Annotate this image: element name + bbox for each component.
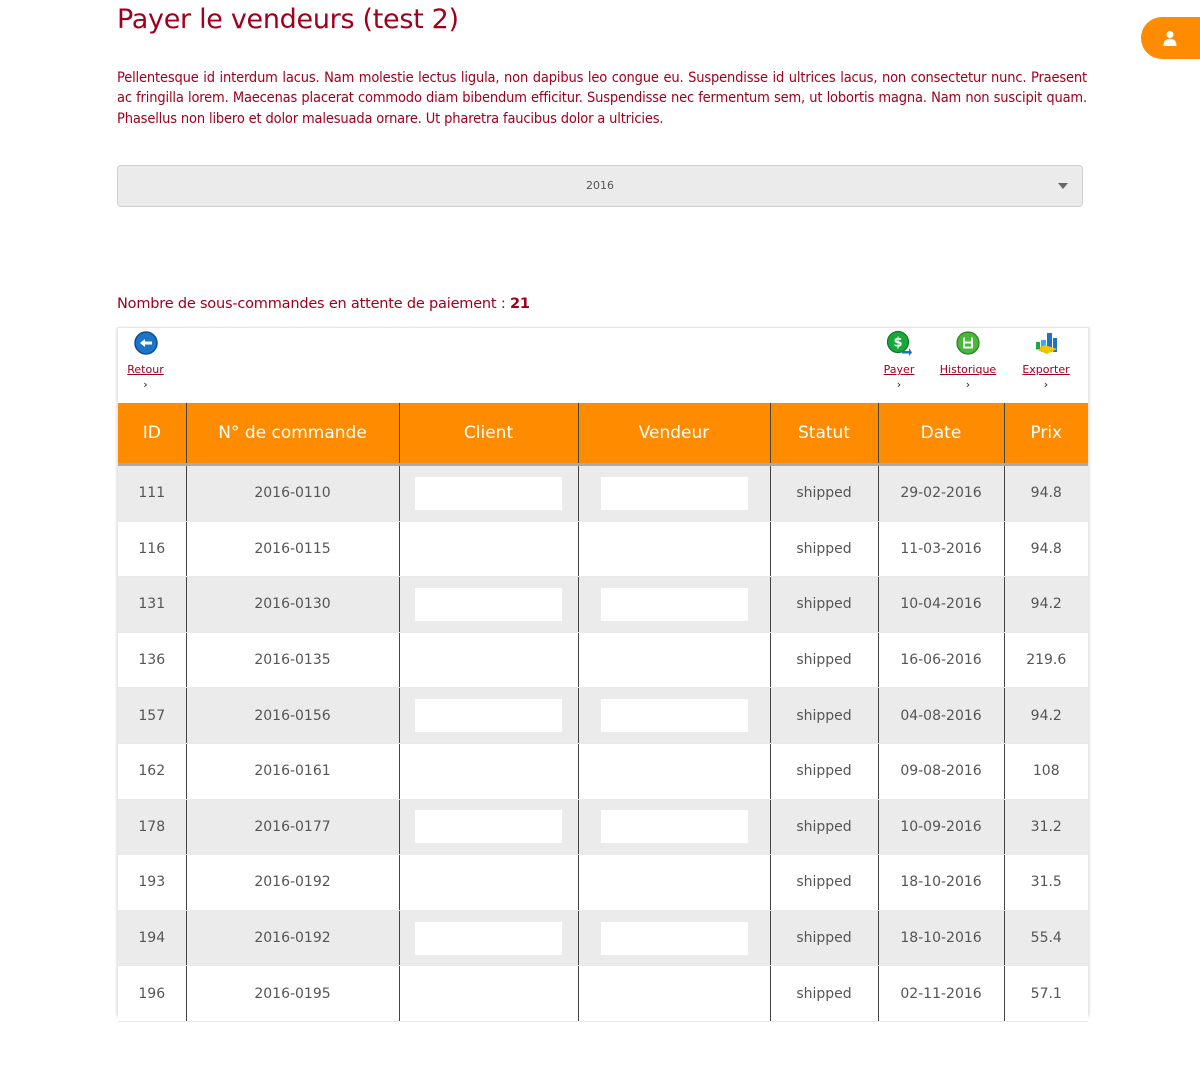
- cell-client: [399, 465, 578, 522]
- column-header-price[interactable]: Prix: [1004, 403, 1088, 465]
- cell-status: shipped: [770, 465, 878, 522]
- svg-text:$: $: [893, 335, 903, 351]
- pending-count-line: [117, 296, 530, 312]
- cell-seller: [578, 855, 770, 911]
- redacted-client: [415, 477, 562, 510]
- cell-seller: [578, 521, 770, 577]
- column-header-order-number[interactable]: N° de commande: [186, 403, 399, 465]
- user-menu-button[interactable]: [1141, 17, 1200, 59]
- cell-status: shipped: [770, 855, 878, 911]
- cell-date: 18-10-2016: [878, 910, 1004, 966]
- back-label: Retour: [127, 363, 164, 376]
- cell-price: 55.4: [1004, 910, 1088, 966]
- table-row[interactable]: [118, 855, 1088, 911]
- table-row[interactable]: [118, 966, 1088, 1022]
- table-row[interactable]: [118, 577, 1088, 633]
- cell-client: [399, 799, 578, 855]
- cell-date: 10-04-2016: [878, 577, 1004, 633]
- cell-order-number: 2016-0115: [186, 521, 399, 577]
- cell-client: [399, 910, 578, 966]
- cell-seller: [578, 632, 770, 688]
- cell-client: [399, 855, 578, 911]
- cell-seller: [578, 966, 770, 1022]
- cell-client: [399, 632, 578, 688]
- cell-id: 157: [118, 688, 186, 744]
- redacted-seller: [601, 810, 748, 843]
- cell-id: 196: [118, 966, 186, 1022]
- column-header-id[interactable]: ID: [118, 403, 186, 465]
- cell-seller: [578, 743, 770, 799]
- cell-price: 94.8: [1004, 521, 1088, 577]
- column-header-client[interactable]: Client: [399, 403, 578, 465]
- history-label: Historique: [939, 363, 997, 376]
- cell-price: 31.2: [1004, 799, 1088, 855]
- cell-order-number: 2016-0192: [186, 910, 399, 966]
- cell-order-number: 2016-0192: [186, 855, 399, 911]
- caret-down-icon: [1058, 183, 1068, 189]
- cell-price: 94.2: [1004, 577, 1088, 633]
- cell-id: 162: [118, 743, 186, 799]
- cell-date: 29-02-2016: [878, 465, 1004, 522]
- cell-seller: [578, 465, 770, 522]
- cell-date: 11-03-2016: [878, 521, 1004, 577]
- cell-price: 94.8: [1004, 465, 1088, 522]
- table-row[interactable]: [118, 465, 1088, 522]
- redacted-seller: [601, 922, 748, 955]
- cell-date: 04-08-2016: [878, 688, 1004, 744]
- cell-id: 131: [118, 577, 186, 633]
- cell-price: 31.5: [1004, 855, 1088, 911]
- cell-status: shipped: [770, 743, 878, 799]
- cell-order-number: 2016-0161: [186, 743, 399, 799]
- bar-chart-icon: [1033, 330, 1059, 356]
- table-row[interactable]: [118, 688, 1088, 744]
- back-arrow-icon: [133, 330, 159, 356]
- cell-id: 193: [118, 855, 186, 911]
- pending-count-value: 21: [509, 296, 530, 312]
- dollar-coin-icon: [886, 330, 912, 356]
- redacted-seller: [601, 477, 748, 510]
- save-disk-icon: [955, 330, 981, 356]
- redacted-seller: [601, 699, 748, 732]
- cell-client: [399, 521, 578, 577]
- cell-date: 09-08-2016: [878, 743, 1004, 799]
- table-row[interactable]: [118, 743, 1088, 799]
- cell-date: 18-10-2016: [878, 855, 1004, 911]
- redacted-client: [415, 810, 562, 843]
- export-label: Exporter: [1022, 363, 1070, 376]
- history-chevron: ›: [965, 378, 971, 391]
- cell-date: 02-11-2016: [878, 966, 1004, 1022]
- cell-price: 57.1: [1004, 966, 1088, 1022]
- cell-status: shipped: [770, 521, 878, 577]
- history-button[interactable]: [938, 330, 998, 391]
- cell-client: [399, 688, 578, 744]
- column-header-seller[interactable]: Vendeur: [578, 403, 770, 465]
- year-select[interactable]: [117, 165, 1083, 207]
- cell-order-number: 2016-0135: [186, 632, 399, 688]
- cell-price: 108: [1004, 743, 1088, 799]
- pending-count-label: Nombre de sous-commandes en attente de paiement :: [117, 296, 506, 312]
- cell-client: [399, 743, 578, 799]
- redacted-seller: [601, 588, 748, 621]
- export-button[interactable]: [1020, 330, 1072, 391]
- column-header-status[interactable]: Statut: [770, 403, 878, 465]
- back-button[interactable]: [126, 330, 165, 391]
- cell-price: 219.6: [1004, 632, 1088, 688]
- back-chevron: ›: [143, 378, 148, 391]
- cell-status: shipped: [770, 577, 878, 633]
- cell-seller: [578, 910, 770, 966]
- cell-order-number: 2016-0156: [186, 688, 399, 744]
- orders-table: [118, 403, 1088, 1022]
- cell-date: 16-06-2016: [878, 632, 1004, 688]
- cell-status: shipped: [770, 966, 878, 1022]
- year-select-value: 2016: [586, 179, 614, 192]
- column-header-date[interactable]: Date: [878, 403, 1004, 465]
- cell-seller: [578, 688, 770, 744]
- table-header-row: [118, 403, 1088, 465]
- user-icon: [1162, 30, 1178, 46]
- cell-price: 94.2: [1004, 688, 1088, 744]
- toolbar: [118, 328, 1088, 403]
- redacted-client: [415, 588, 562, 621]
- cell-id: 194: [118, 910, 186, 966]
- orders-panel: [117, 327, 1089, 1015]
- cell-seller: [578, 577, 770, 633]
- cell-id: 116: [118, 521, 186, 577]
- table-row[interactable]: [118, 632, 1088, 688]
- cell-order-number: 2016-0110: [186, 465, 399, 522]
- pay-button[interactable]: [882, 330, 916, 391]
- export-chevron: ›: [1043, 378, 1049, 391]
- pay-label: Payer: [883, 363, 915, 376]
- intro-paragraph: Pellentesque id interdum lacus. Nam molestie lectus ligula, non dapibus leo congue eu. Suspendisse id ultrices lacus, non consectetur nunc. Praesent ac fringilla lorem. Maecenas placerat commodo diam bibendum efficitur. Suspendisse nec fermentum sem, ut lobortis magna. Nam non suscipit quam. Phasellus non libero et dolor malesuada ornare. Ut pharetra faucibus dolor a ultricies.: [117, 70, 1087, 127]
- table-row[interactable]: [118, 799, 1088, 855]
- cell-id: 136: [118, 632, 186, 688]
- cell-status: shipped: [770, 688, 878, 744]
- cell-order-number: 2016-0195: [186, 966, 399, 1022]
- redacted-client: [415, 922, 562, 955]
- cell-client: [399, 577, 578, 633]
- cell-id: 178: [118, 799, 186, 855]
- cell-client: [399, 966, 578, 1022]
- cell-order-number: 2016-0177: [186, 799, 399, 855]
- cell-id: 111: [118, 465, 186, 522]
- cell-status: shipped: [770, 910, 878, 966]
- cell-status: shipped: [770, 799, 878, 855]
- redacted-client: [415, 699, 562, 732]
- cell-date: 10-09-2016: [878, 799, 1004, 855]
- table-row[interactable]: [118, 521, 1088, 577]
- cell-status: shipped: [770, 632, 878, 688]
- cell-order-number: 2016-0130: [186, 577, 399, 633]
- pay-chevron: ›: [896, 378, 902, 391]
- page-title: Payer le vendeurs (test 2): [117, 4, 459, 35]
- table-row[interactable]: [118, 910, 1088, 966]
- cell-seller: [578, 799, 770, 855]
